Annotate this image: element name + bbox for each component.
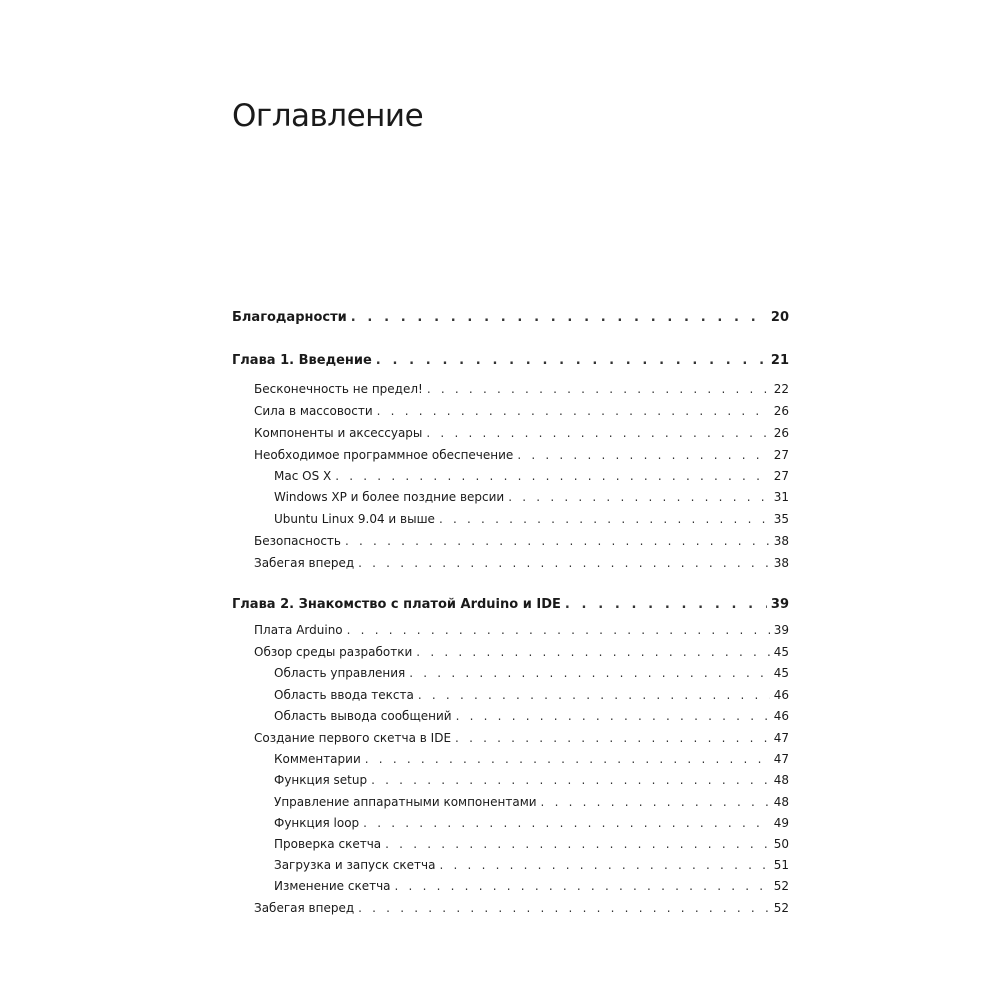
toc-entry-label: Глава 1. Введение (232, 353, 372, 368)
dot-leader (517, 447, 769, 463)
toc-entry-page: 52 (773, 901, 789, 915)
toc-entry-page: 20 (770, 310, 789, 325)
toc-entry-label: Обзор среды разработки (254, 645, 413, 659)
dot-leader (508, 489, 769, 505)
toc-entry-page: 39 (770, 597, 789, 612)
toc-entry-label: Необходимое программное обеспечение (254, 448, 514, 462)
toc-entry-page: 38 (773, 556, 789, 570)
toc-entry-label: Функция loop (274, 816, 360, 830)
toc-entry-page: 52 (773, 879, 789, 893)
dot-leader (456, 708, 770, 724)
toc-entry[interactable] (254, 555, 789, 571)
toc-entry-label: Забегая вперед (254, 556, 355, 570)
dot-leader (376, 353, 767, 369)
toc-entry[interactable] (274, 878, 789, 894)
toc-entry-label: Плата Arduino (254, 623, 343, 637)
toc-entry-page: 50 (773, 837, 789, 851)
dot-leader (358, 900, 770, 916)
toc-entry-page: 21 (770, 353, 789, 368)
toc-entry[interactable] (254, 425, 789, 441)
dot-leader (541, 794, 770, 810)
dot-leader (335, 468, 770, 484)
toc-entry-page: 46 (773, 688, 789, 702)
toc-entry[interactable] (274, 772, 789, 788)
toc-entry[interactable] (254, 533, 789, 549)
toc-entry-label: Изменение скетча (274, 879, 391, 893)
toc-entry-label: Проверка скетча (274, 837, 382, 851)
toc-entry-label: Безопасность (254, 534, 341, 548)
dot-leader (439, 511, 770, 527)
toc-entry-label: Функция setup (274, 773, 368, 787)
toc-entry-label: Mac OS X (274, 469, 332, 483)
toc-entry-label: Ubuntu Linux 9.04 и выше (274, 512, 435, 526)
toc-entry[interactable] (274, 836, 789, 852)
toc-entry-label: Область ввода текста (274, 688, 414, 702)
toc-entry-page: 46 (773, 709, 789, 723)
toc-entry-label: Управление аппаратными компонентами (274, 795, 537, 809)
toc-entry-label: Область управления (274, 666, 406, 680)
toc-entry[interactable] (274, 665, 789, 681)
toc-entry-label: Благодарности (232, 310, 347, 325)
toc-entry[interactable] (254, 622, 789, 638)
toc-entry[interactable] (254, 730, 789, 746)
toc-entry[interactable] (274, 751, 789, 767)
dot-leader (426, 425, 769, 441)
toc-entry[interactable] (274, 857, 789, 873)
toc-entry[interactable] (254, 900, 789, 916)
toc-entry-label: Область вывода сообщений (274, 709, 452, 723)
toc-entry-label: Сила в массовости (254, 404, 373, 418)
toc-entry[interactable] (274, 511, 789, 527)
page-title: Оглавление (232, 98, 424, 134)
toc-entry-label: Создание первого скетча в IDE (254, 731, 452, 745)
toc-entry-page: 47 (773, 731, 789, 745)
toc-entry[interactable] (254, 644, 789, 660)
toc-entry[interactable] (254, 381, 789, 397)
dot-leader (363, 815, 770, 831)
toc-entry[interactable] (274, 468, 789, 484)
toc-entry[interactable] (274, 687, 789, 703)
dot-leader (395, 878, 770, 894)
toc-entry[interactable] (274, 708, 789, 724)
dot-leader (377, 403, 770, 419)
toc-entry-page: 45 (773, 645, 789, 659)
dot-leader (416, 644, 769, 660)
toc-entry-chapter-1[interactable] (232, 353, 789, 369)
toc-entry-acknowledgements[interactable] (232, 310, 789, 326)
toc-entry-label: Загрузка и запуск скетча (274, 858, 436, 872)
toc-entry-page: 27 (773, 469, 789, 483)
toc-entry-label: Windows XP и более поздние версии (274, 490, 505, 504)
dot-leader (351, 310, 767, 326)
toc-entry-page: 48 (773, 773, 789, 787)
toc-entry-page: 49 (773, 816, 789, 830)
dot-leader (409, 665, 769, 681)
toc-entry-label: Глава 2. Знакомство с платой Arduino и IDE (232, 597, 561, 612)
toc-entry-chapter-2[interactable] (232, 597, 789, 613)
toc-entry-page: 27 (773, 448, 789, 462)
toc-entry-page: 35 (773, 512, 789, 526)
toc-entry-label: Бесконечность не предел! (254, 382, 423, 396)
toc-entry-page: 38 (773, 534, 789, 548)
toc-entry-page: 51 (773, 858, 789, 872)
toc-entry-label: Комментарии (274, 752, 361, 766)
toc-entry-label: Забегая вперед (254, 901, 355, 915)
dot-leader (371, 772, 770, 788)
toc-entry-page: 45 (773, 666, 789, 680)
toc-entry-page: 39 (773, 623, 789, 637)
dot-leader (365, 751, 770, 767)
dot-leader (358, 555, 770, 571)
toc-entry[interactable] (254, 447, 789, 463)
dot-leader (347, 622, 770, 638)
dot-leader (385, 836, 770, 852)
toc-entry[interactable] (274, 794, 789, 810)
dot-leader (345, 533, 770, 549)
toc-entry[interactable] (254, 403, 789, 419)
toc-entry-label: Компоненты и аксессуары (254, 426, 423, 440)
dot-leader (565, 597, 767, 613)
toc-entry-page: 22 (773, 382, 789, 396)
toc-entry-page: 48 (773, 795, 789, 809)
dot-leader (455, 730, 770, 746)
dot-leader (418, 687, 770, 703)
toc-entry[interactable] (274, 815, 789, 831)
toc-entry-page: 26 (773, 426, 789, 440)
toc-entry-page: 26 (773, 404, 789, 418)
toc-entry-page: 31 (773, 490, 789, 504)
dot-leader (427, 381, 770, 397)
toc-entry[interactable] (274, 489, 789, 505)
dot-leader (439, 857, 769, 873)
toc-entry-page: 47 (773, 752, 789, 766)
